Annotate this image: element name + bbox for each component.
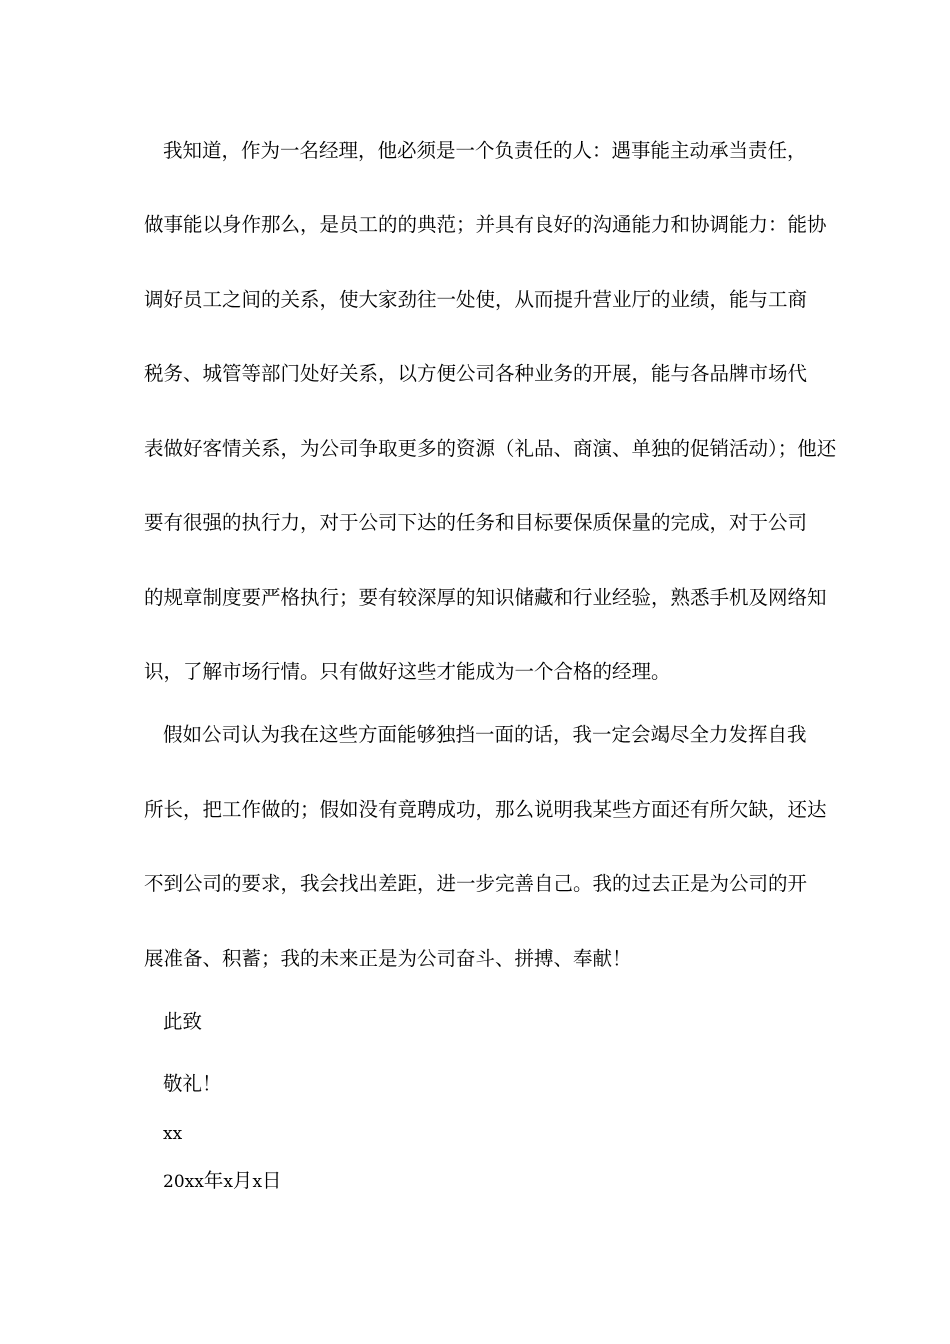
date-month: x [223,1172,233,1192]
date-day: x [252,1172,263,1192]
paragraph-1-line-6: 要有很强的执行力，对于公司下达的任务和目标要保质保量的完成，对于公司 [144,511,808,534]
paragraph-1-line-3: 调好员工之间的关系，使大家劲往一处使，从而提升营业厅的业绩，能与工商 [144,288,808,311]
paragraph-2-line-4: 展准备、积蓄；我的未来正是为公司奋斗、拼搏、奉献！ [144,947,632,970]
paragraph-1-line-1: 我知道，作为一名经理，他必须是一个负责任的人：遇事能主动承当责任， [163,139,807,162]
paragraph-2-line-1: 假如公司认为我在这些方面能够独挡一面的话，我一定会竭尽全力发挥自我 [163,723,807,746]
paragraph-1-line-2: 做事能以身作那么，是员工的的典范；并具有良好的沟通能力和协调能力：能协 [144,213,827,236]
paragraph-1-line-4: 税务、城管等部门处好关系，以方便公司各种业务的开展，能与各品牌市场代 [144,362,808,385]
closing-line: 此致 [163,1010,203,1033]
paragraph-1-line-7: 的规章制度要严格执行；要有较深厚的知识储藏和行业经验，熟悉手机及网络知 [144,586,827,609]
signature-line: xx [163,1124,183,1144]
paragraph-1-line-8: 识，了解市场行情。只有做好这些才能成为一个合格的经理。 [144,660,671,683]
salutation-line: 敬礼！ [163,1072,222,1095]
paragraph-1-line-5: 表做好客情关系，为公司争取更多的资源（礼品、商演、单独的促销活动）；他还 [144,437,837,460]
date-year-unit: 年 [203,1169,224,1192]
date-year: 20xx [163,1172,204,1192]
date-month-unit: 月 [232,1169,253,1192]
paragraph-2-line-3: 不到公司的要求，我会找出差距，进一步完善自己。我的过去正是为公司的开 [144,872,808,895]
paragraph-2-line-2: 所长，把工作做的；假如没有竟聘成功，那么说明我某些方面还有所欠缺，还达 [144,798,827,821]
date-line [163,1168,843,1195]
date-day-unit: 日 [262,1169,282,1192]
